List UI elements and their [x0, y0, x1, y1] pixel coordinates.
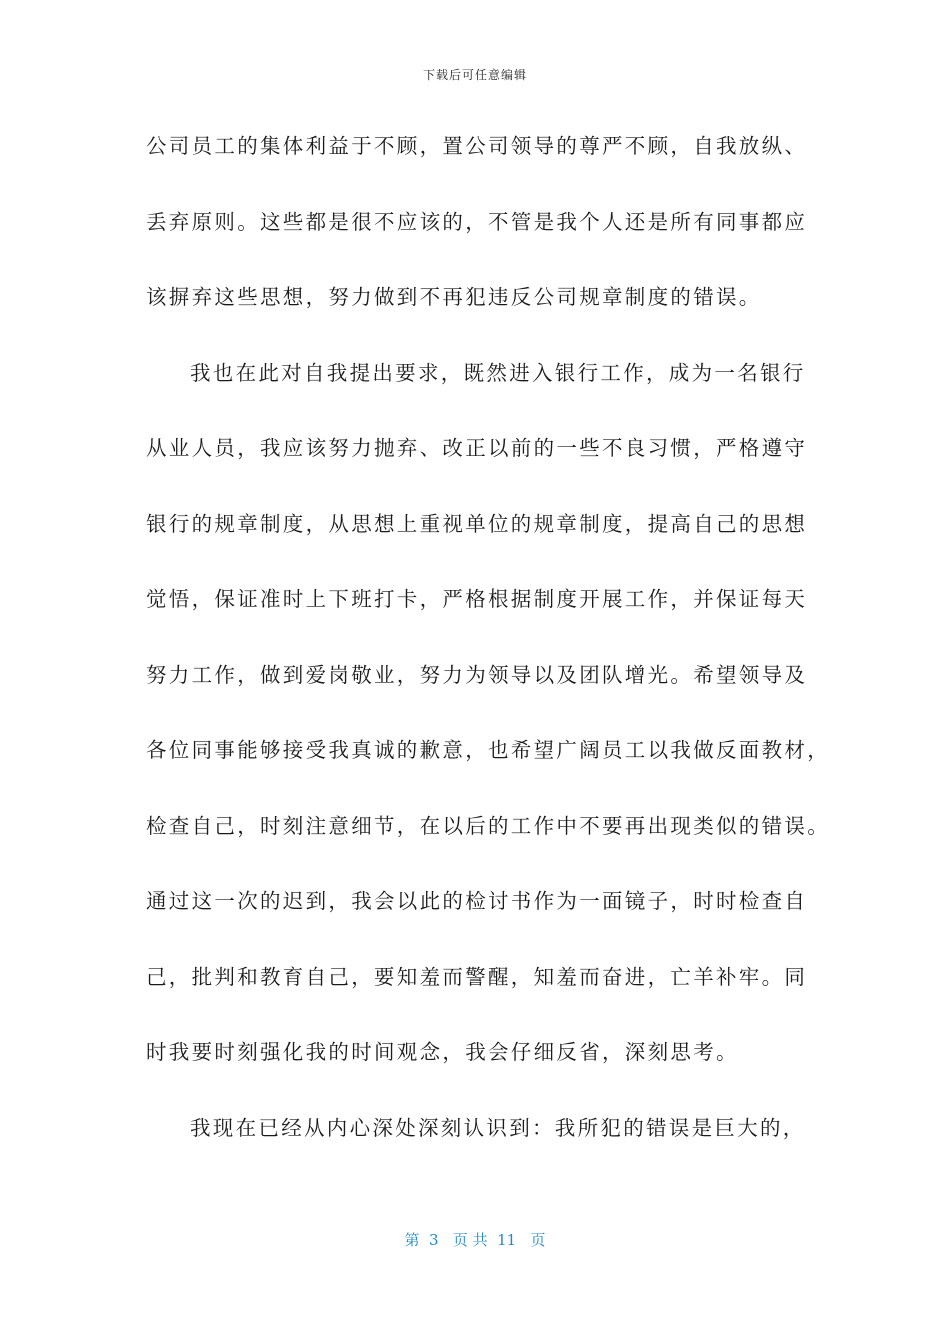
page-header: 下载后可任意编辑 [422, 68, 527, 82]
body-line: 从业人员，我应该努力抛弃、改正以前的一些不良习惯，严格遵守 [146, 436, 808, 460]
body-line: 检查自己，时刻注意细节，在以后的工作中不要再出现类似的错误。 [146, 813, 830, 838]
body-line: 通过这一次的迟到，我会以此的检讨书作为一面镜子，时时检查自 [146, 889, 808, 913]
body-line: 丢弃原则。这些都是很不应该的，不管是我个人还是所有同事都应 [146, 209, 808, 234]
body-line: 时我要时刻强化我的时间观念，我会仔细反省，深刻思考。 [146, 1040, 739, 1064]
body-line: 各位同事能够接受我真诚的歉意，也希望广阔员工以我做反面教材， [146, 738, 830, 762]
paragraph-first-line: 我也在此对自我提出要求，既然进入银行工作，成为一名银行 [190, 360, 806, 385]
body-line: 公司员工的集体利益于不顾，置公司领导的尊严不顾，自我放纵、 [146, 134, 808, 158]
body-line: 银行的规章制度，从思想上重视单位的规章制度，提高自己的思想 [146, 511, 808, 536]
paragraph-first-line: 我现在已经从内心深处深刻认识到：我所犯的错误是巨大的， [190, 1115, 806, 1140]
body-line: 该摒弃这些思想，努力做到不再犯违反公司规章制度的错误。 [146, 285, 762, 309]
body-line: 己，批判和教育自己，要知羞而警醒，知羞而奋进，亡羊补牢。同 [146, 964, 808, 989]
document-body [146, 126, 830, 1183]
body-line: 觉悟，保证准时上下班打卡，严格根据制度开展工作，并保证每天 [146, 587, 808, 611]
page-footer: 第 3 页 共 11 页 [404, 1231, 546, 1249]
body-line: 努力工作，做到爱岗敬业，努力为领导以及团队增光。希望领导及 [146, 662, 808, 687]
